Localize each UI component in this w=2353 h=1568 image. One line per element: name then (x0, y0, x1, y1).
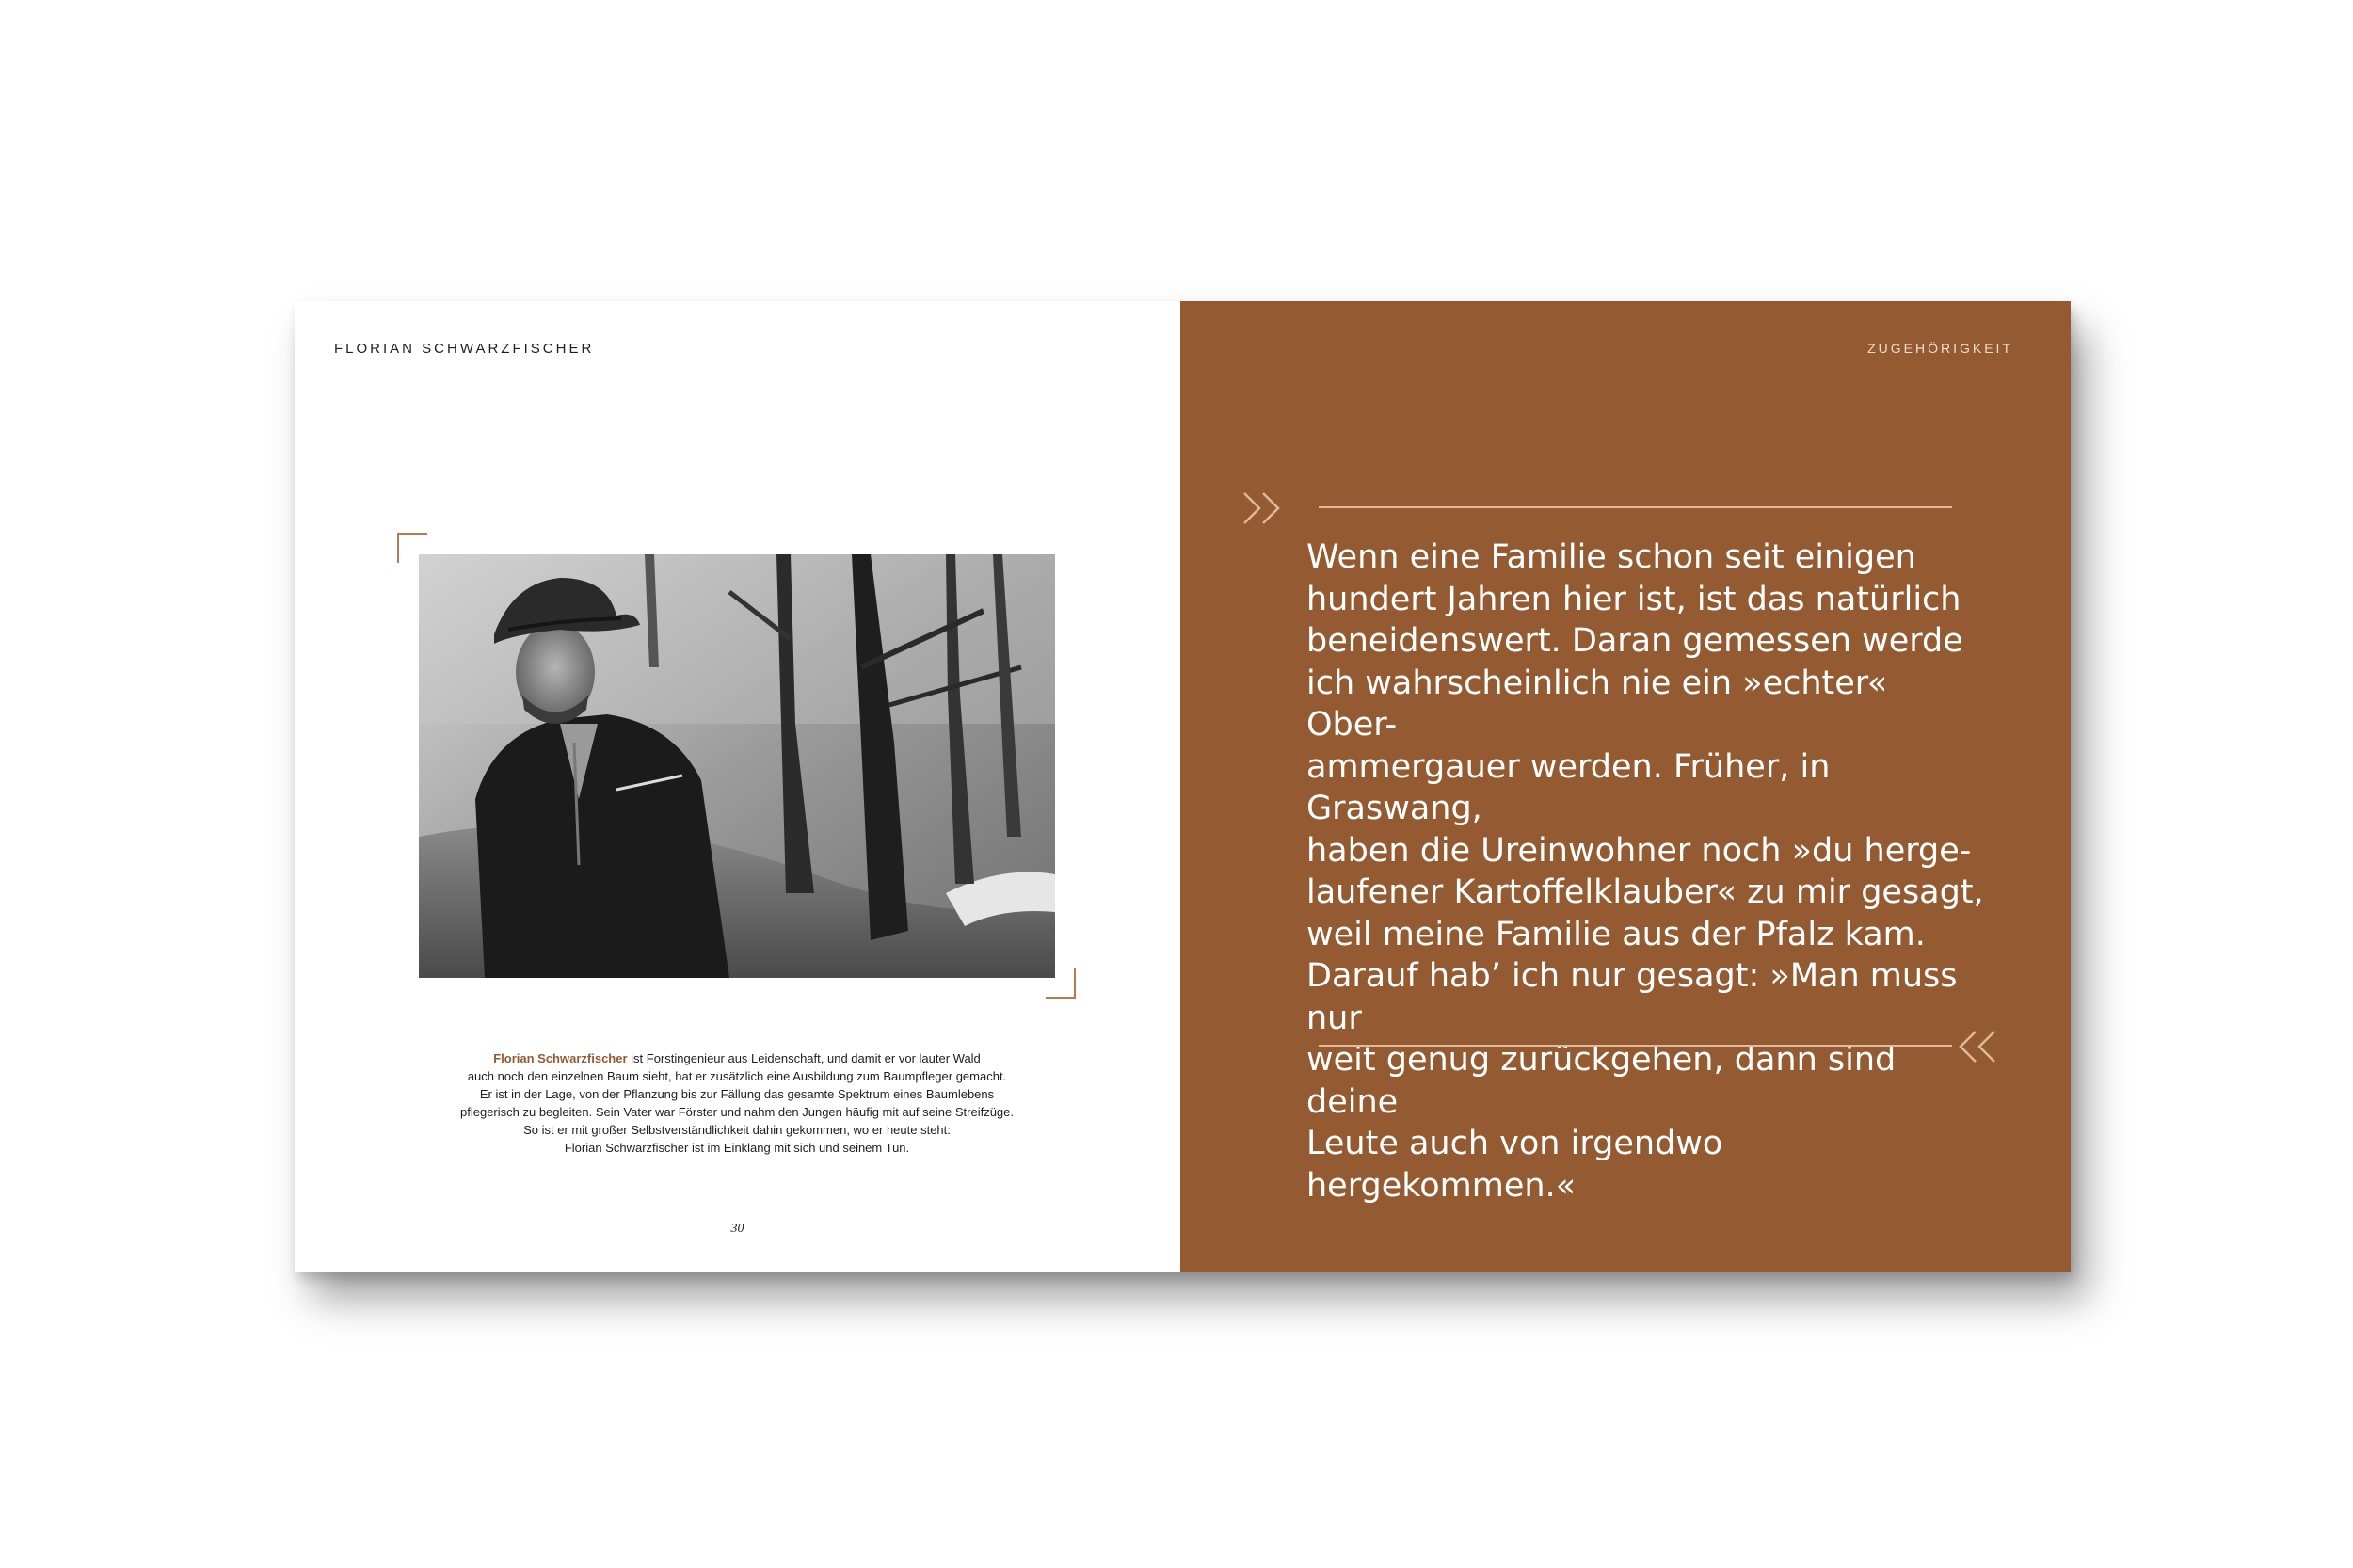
pull-quote: Wenn eine Familie schon seit einigen hundert Jahren hier ist, ist das natürlich beneidenswert. Daran gemessen werde ich wahrscheinlich nie ein »echter« Ober- ammergauer werden. Früher, in Graswang, haben die Ureinwohner noch »du herge- laufener Kartoffelklauber« zu mir gesagt, weil meine Familie aus der Pfalz kam. Darauf hab’ ich nur gesagt: »Man muss nur weit genug zurückgehen, dann sind deine Leute auch von irgendwo hergekommen.« (1306, 538, 1984, 1205)
running-head-left: FLORIAN SCHWARZFISCHER (334, 341, 595, 357)
caption-body-text: ist Forstingenieur aus Leidenschaft, und damit er vor lauter Wald auch noch den einzelnen Baum sieht, hat er zusätzlich eine Ausbildung zum Baumpfleger gemacht. Er ist in der Lage, von der Pflanzung bis zur Fällung das gesamte Spektrum eines Baumlebens pflegerisch zu begleiten. Sein Vater war Förster und nahm den Jungen häufig mit auf seine Streifzüge. So ist er mit großer Selbstverständlichkeit dahin gekommen, wo er heute steht: Florian Schwarzfischer ist im Einklang mit sich und seinem Tun. (460, 1051, 1014, 1155)
close-quote-chevron-icon (1955, 1028, 2000, 1065)
photo-corner-bottom-right (1046, 968, 1076, 999)
portrait-photo (419, 554, 1055, 978)
page-number: 30 (730, 1222, 744, 1236)
book-spread (295, 301, 2071, 1272)
portrait-photo-icon (419, 554, 1055, 978)
left-page (295, 301, 1180, 1272)
open-quote-chevron-icon (1241, 489, 1286, 527)
running-head-right: ZUGEHÖRIGKEIT (1867, 341, 2013, 356)
quote-rule-bottom (1319, 1045, 1952, 1047)
right-page (1180, 301, 2071, 1272)
photo-caption (408, 1049, 1066, 1157)
quote-rule-top (1319, 506, 1952, 508)
caption-person-name: Florian Schwarzfischer (493, 1051, 628, 1065)
